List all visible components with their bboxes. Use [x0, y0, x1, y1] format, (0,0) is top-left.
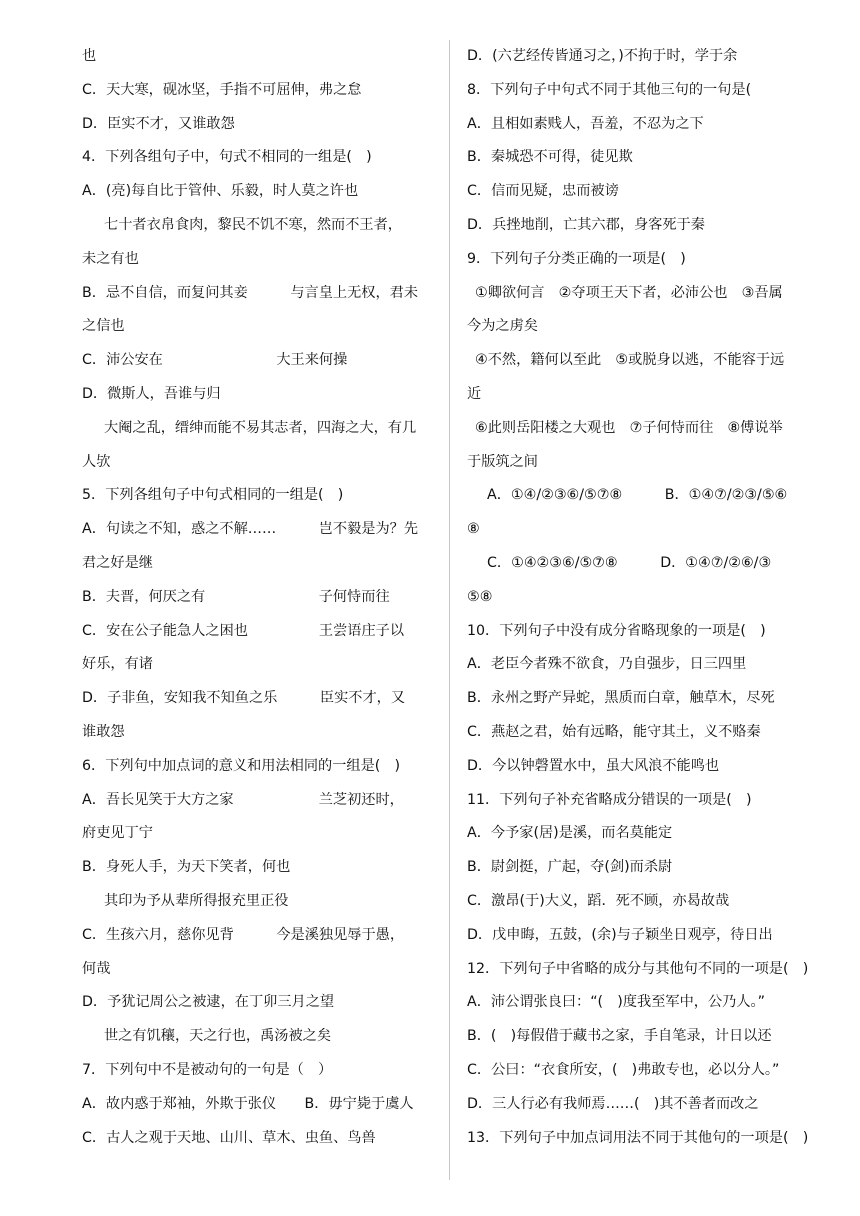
- text-line: 也: [82, 48, 97, 64]
- text-line: 世之有饥穰，天之行也，禹汤被之矣: [104, 1028, 332, 1045]
- option-c: C．安在公子能急人之困也 王尝语庄子以: [82, 622, 405, 639]
- text-line: 之信也: [82, 318, 125, 335]
- text-line: ⑥此则岳阳楼之大观也 ⑦子何恃而往 ⑧傅说举: [475, 419, 783, 436]
- text-line: ⑧: [467, 521, 480, 538]
- text-line: 七十者衣帛食肉，黎民不饥不寒，然而不王者，: [104, 216, 402, 233]
- text-line: ④不然，籍何以至此 ⑤或脱身以逃，不能容于远: [475, 352, 785, 369]
- option-c: C．信而见疑，忠而被谤: [467, 183, 619, 200]
- option-a: A．吾长见笑于大方之家 兰芝初还时，: [82, 791, 404, 808]
- option-d: D．臣实不才，又谁敢怨: [82, 115, 235, 132]
- option-d: D．子非鱼，安知我不知鱼之乐 臣实不才，又: [82, 690, 406, 707]
- option-d: D．(六艺经传皆通习之，)不拘于时，学于余: [467, 48, 738, 64]
- option-d: D．今以钟磬置水中，虽大风浪不能鸣也: [467, 757, 720, 774]
- option-a: A．今予家(居)是溪，而名莫能定: [467, 825, 673, 842]
- option-c: C．激昂(于)大义，蹈．死不顾，亦曷故哉: [467, 892, 730, 909]
- text-line: 其印为予从辈所得报充里正役: [104, 892, 289, 909]
- question-10: 10．下列句子中没有成分省略现象的一项是( ): [467, 622, 766, 639]
- option-b: B．( )每假借于藏书之家，手自笔录，计日以还: [467, 1028, 772, 1045]
- text-line: 于版筑之间: [467, 453, 538, 470]
- option-c: C．公曰：“衣食所安，( )弗敢专也，必以分人。”: [467, 1061, 780, 1078]
- option-b: B．永州之野产异蛇，黑质而白章，触草木，尽死: [467, 690, 775, 707]
- option-c-d: C．①④②③⑥/⑤⑦⑧ D．①④⑦/②⑥/③: [487, 554, 772, 571]
- text-line: ①卿欲何言 ②夺项王天下者，必沛公也 ③吾属: [475, 284, 783, 301]
- question-13: 13．下列句子中加点词用法不同于其他句的一项是( ): [467, 1129, 809, 1146]
- option-d: D．三人行必有我师焉……( )其不善者而改之: [467, 1095, 759, 1112]
- text-line: ⑤⑧: [467, 588, 493, 605]
- text-line: 人欤: [82, 453, 111, 470]
- option-a: A．沛公谓张良曰：“( )度我至军中，公乃人。”: [467, 994, 765, 1011]
- text-line: 好乐，有诸: [82, 656, 153, 673]
- question-4: 4．下列各组句子中，句式不相同的一组是( ): [82, 149, 372, 166]
- option-a: A．老臣今者殊不欲食，乃自强步，日三四里: [467, 656, 747, 673]
- question-7: 7．下列句中不是被动句的一句是（ ）: [82, 1061, 333, 1078]
- option-d: D．予犹记周公之被逮，在丁卯三月之望: [82, 994, 335, 1011]
- text-line: 近: [467, 385, 482, 402]
- option-a-b: A．故内惑于郑袖，外欺于张仪 B．毋宁毙于虞人: [82, 1095, 414, 1112]
- option-c: C．古人之观于天地、山川、草木、虫鱼、鸟兽: [82, 1129, 376, 1146]
- option-b: B．身死人手，为天下笑者，何也: [82, 859, 291, 876]
- question-8: 8．下列句子中句式不同于其他三句的一句是(: [467, 81, 752, 98]
- question-12: 12．下列句子中省略的成分与其他句不同的一项是( ): [467, 960, 809, 977]
- text-line: 大阉之乱，缙绅而能不易其志者，四海之大，有几: [104, 419, 417, 436]
- option-b: B．夫晋，何厌之有 子何恃而往: [82, 588, 390, 605]
- option-c: C．燕赵之君，始有远略，能守其土，义不赂秦: [467, 723, 761, 740]
- option-a: A．句读之不知，惑之不解…… 岂不毅是为？先: [82, 521, 419, 538]
- option-a-b: A．①④/②③⑥/⑤⑦⑧ B．①④⑦/②③/⑤⑥: [487, 487, 788, 504]
- question-11: 11．下列句子补充省略成分错误的一项是( ): [467, 791, 752, 808]
- question-6: 6．下列句中加点词的意义和用法相同的一组是( ): [82, 757, 401, 774]
- column-divider: [449, 40, 450, 1180]
- option-a: A．(亮)每自比于管仲、乐毅，时人莫之许也: [82, 183, 359, 200]
- option-d: D．戊申晦，五鼓，(余)与子颖坐日观亭，待日出: [467, 926, 773, 943]
- option-b: B．忌不自信，而复问其妾 与言皇上无权，君未: [82, 284, 419, 301]
- option-b: B．尉剑挺，广起，夺(剑)而杀尉: [467, 859, 673, 876]
- text-line: 未之有也: [82, 250, 139, 267]
- right-column: [467, 40, 823, 1155]
- left-column: [82, 40, 438, 1155]
- option-c: C．生孩六月，慈你见背 今是溪独见辱于愚，: [82, 926, 405, 943]
- option-c: C．天大寒，砚冰坚，手指不可屈伸，弗之怠: [82, 81, 362, 98]
- option-b: B．秦城恐不可得，徒见欺: [467, 149, 633, 166]
- option-d: D．微斯人，吾谁与归: [82, 385, 221, 402]
- option-a: A．且相如素贱人，吾羞，不忍为之下: [467, 115, 704, 132]
- text-line: 今为之虏矣: [467, 318, 538, 335]
- text-line: 府吏见丁宁: [82, 825, 153, 842]
- text-line: 何哉: [82, 960, 111, 977]
- question-5: 5．下列各组句子中句式相同的一组是( ): [82, 487, 344, 504]
- text-line: 君之好是继: [82, 554, 153, 571]
- text-line: 谁敢怨: [82, 723, 125, 740]
- option-d: D．兵挫地削，亡其六郡，身客死于秦: [467, 216, 705, 233]
- question-9: 9．下列句子分类正确的一项是( ): [467, 250, 686, 267]
- option-c: C．沛公安在 大王来何操: [82, 352, 348, 369]
